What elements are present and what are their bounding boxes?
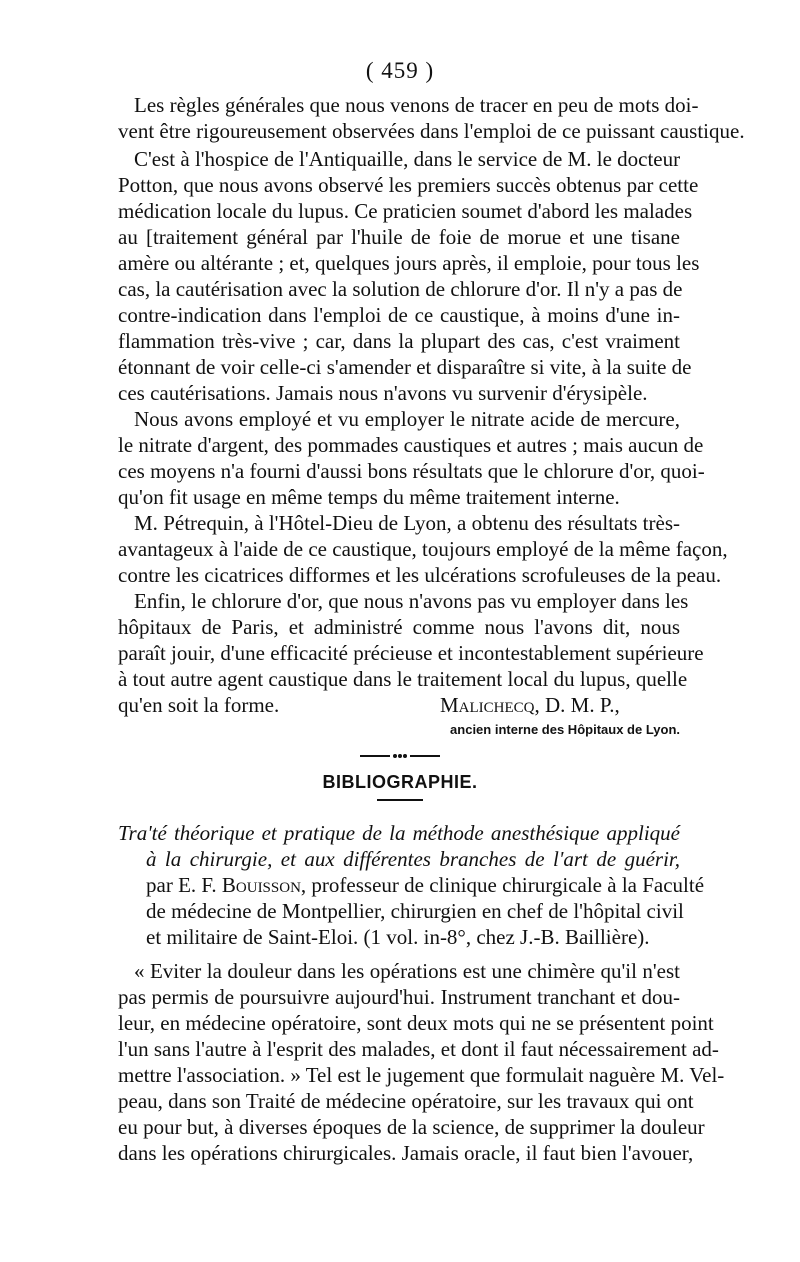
body-line: à tout autre agent caustique dans le traitement local du lupus, quelle	[118, 667, 688, 691]
bibliography-title-line: à la chirurgie, et aux différentes branches de l'art de guérir,	[146, 847, 680, 871]
page-number: ( 459 )	[365, 58, 435, 83]
body-line: qu'on fit usage en même temps du même traitement interne.	[118, 485, 620, 509]
body-line: Nous avons employé et vu employer le nitrate acide de mercure,	[134, 407, 680, 431]
body-line: contre-indication dans l'emploi de ce caustique, à moins d'une in-	[118, 303, 680, 327]
body-line: au [traitement général par l'huile de foie de morue et une tisane	[118, 225, 680, 249]
body-line: contre les cicatrices difformes et les ulcérations scrofuleuses de la peau.	[118, 563, 722, 587]
body-line: Potton, que nous avons observé les premiers succès obtenus par cette	[118, 173, 699, 197]
body-line: eu pour but, à diverses époques de la science, de supprimer la douleur	[118, 1115, 705, 1139]
section-divider-ornament	[360, 752, 440, 760]
body-line: dans les opérations chirurgicales. Jamais oracle, il faut bien l'avouer,	[118, 1141, 694, 1165]
body-line: le nitrate d'argent, des pommades caustiques et autres ; mais aucun de	[118, 433, 704, 457]
bibliography-author-line	[146, 872, 705, 898]
body-line: leur, en médecine opératoire, sont deux mots qui ne se présentent point	[118, 1011, 714, 1035]
body-line: C'est à l'hospice de l'Antiquaille, dans le service de M. le docteur	[134, 147, 681, 171]
section-title: BIBLIOGRAPHIE.	[322, 772, 478, 792]
body-line: cas, la cautérisation avec la solution de chlorure d'or. Il n'y a pas de	[118, 277, 683, 301]
body-line: vent être rigoureusement observées dans l'emploi de ce puissant caustique.	[118, 119, 745, 143]
signature-name: Malichecq	[440, 693, 535, 717]
signature	[440, 692, 680, 718]
signature-affiliation: ancien interne des Hôpitaux de Lyon.	[450, 722, 680, 737]
body-line: qu'en soit la forme.	[118, 693, 280, 717]
body-line: Les règles générales que nous venons de tracer en peu de mots doi-	[134, 93, 699, 117]
body-line: avantageux à l'aide de ce caustique, toujours employé de la même façon,	[118, 537, 728, 561]
body-line: mettre l'association. » Tel est le jugement que formulait naguère M. Vel-	[118, 1063, 725, 1087]
body-line: hôpitaux de Paris, et administré comme nous l'avons dit, nous	[118, 615, 680, 639]
bibliography-title-line: Tra'té théorique et pratique de la méthode anesthésique appliqué	[118, 821, 680, 845]
body-line: ces moyens n'a fourni d'aussi bons résultats que le chlorure d'or, quoi-	[118, 459, 705, 483]
author-rest: , professeur de clinique chirurgicale à la Faculté	[300, 873, 705, 897]
author-prefix: par E. F.	[146, 873, 222, 897]
title-rule	[377, 799, 423, 801]
bibliography-detail-line: de médecine de Montpellier, chirurgien en chef de l'hôpital civil	[146, 899, 684, 923]
body-line: « Eviter la douleur dans les opérations est une chimère qu'il n'est	[134, 959, 680, 983]
signature-credentials: , D. M. P.,	[534, 693, 620, 717]
body-line: flammation très-vive ; car, dans la plupart des cas, c'est vraiment	[118, 329, 680, 353]
body-line: l'un sans l'autre à l'esprit des malades, et dont il faut nécessairement ad-	[118, 1037, 719, 1061]
author-name: Bouisson	[221, 873, 301, 897]
body-line: pas permis de poursuivre aujourd'hui. Instrument tranchant et dou-	[118, 985, 680, 1009]
bibliography-detail-line: et militaire de Saint-Eloi. (1 vol. in-8°, chez J.-B. Baillière).	[146, 925, 650, 949]
body-line: étonnant de voir celle-ci s'amender et disparaître si vite, à la suite de	[118, 355, 692, 379]
body-line: ces cautérisations. Jamais nous n'avons vu survenir d'érysipèle.	[118, 381, 648, 405]
body-line: peau, dans son Traité de médecine opératoire, sur les travaux qui ont	[118, 1089, 694, 1113]
body-line: médication locale du lupus. Ce praticien soumet d'abord les malades	[118, 199, 693, 223]
body-line: M. Pétrequin, à l'Hôtel-Dieu de Lyon, a obtenu des résultats très-	[134, 511, 680, 535]
body-line: Enfin, le chlorure d'or, que nous n'avons pas vu employer dans les	[134, 589, 689, 613]
body-line: amère ou altérante ; et, quelques jours après, il emploie, pour tous les	[118, 251, 700, 275]
body-line: paraît jouir, d'une efficacité précieuse et incontestablement supérieure	[118, 641, 704, 665]
